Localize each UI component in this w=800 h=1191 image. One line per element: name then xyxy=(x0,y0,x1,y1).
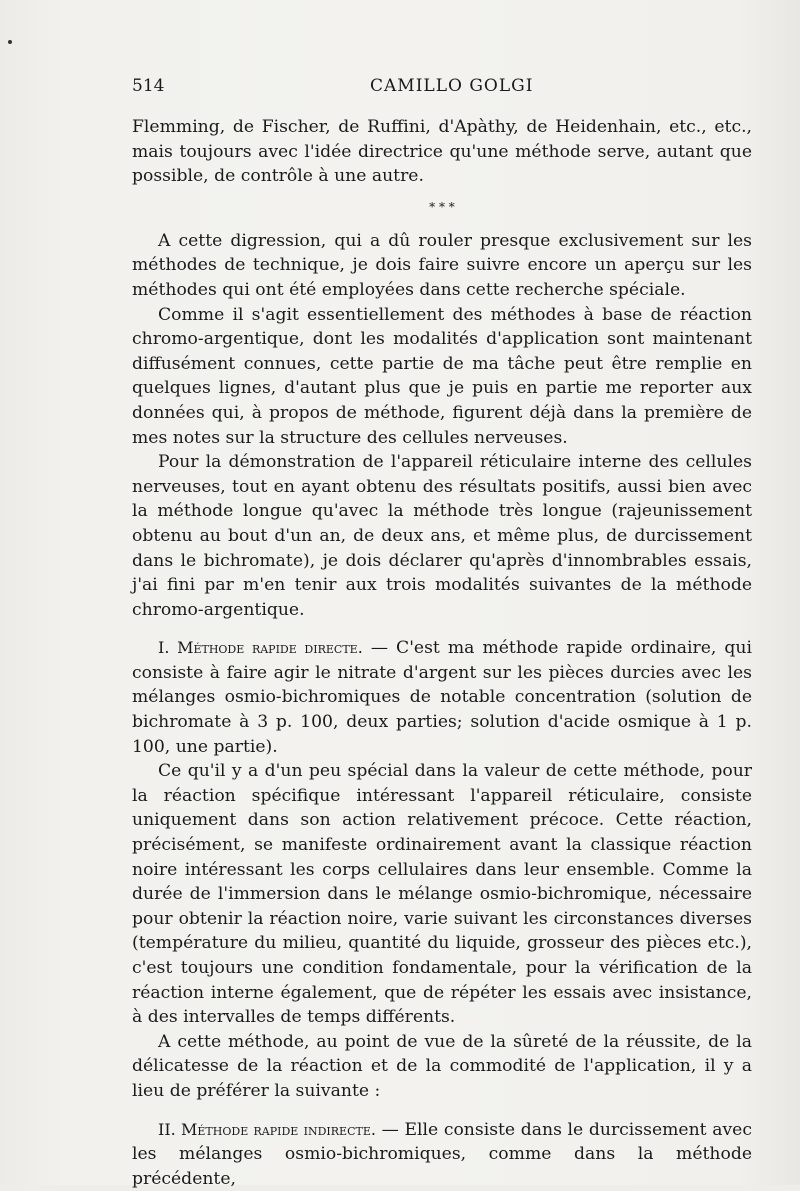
paragraph-continuation: Flemming, de Fischer, de Ruffini, d'Apàthy, de Heidenhain, etc., etc., mais toujours avec l'idée directrice qu'une méthode serve, autant que possible, de contrôle à une autre. xyxy=(132,117,752,187)
paragraph-method-one-detail: Ce qu'il y a d'un peu spécial dans la valeur de cette méthode, pour la réaction spécifique intéressant l'appareil réticulaire, consiste uniquement dans son action relativement précoce. Cette réaction, précisément, se manifeste ordinairement avant la classique réaction noire intéressant les corps cellulaires dans leur ensemble. Comme la durée de l'immersion dans le mélange osmio-bichromique, nécessaire pour obtenir la réaction noire, varie suivant les circonstances diverses (température du milieu, quantité du liquide, grosseur des pièces etc.), c'est toujours une condition fondamentale, pour la vérification de la réaction interne également, que de répéter les essais avec insistance, à des intervalles de temps différents. xyxy=(132,761,752,1028)
paragraph-demonstration: Pour la démonstration de l'appareil réticulaire interne des cellules nerveuses, tout en ayant obtenu des résultats positifs, aussi bien avec la méthode longue qu'avec la méthode très longue (rajeunissement obtenu au bout d'un an, de deux ans, et même plus, de durcissement dans le bichromate), je dois déclarer qu'après d'innombrables essais, j'ai fini par m'en tenir aux trois modalités suivantes de la méthode chromo-argentique. xyxy=(132,452,752,620)
print-speck xyxy=(8,40,12,44)
paragraph-method-two xyxy=(132,1118,752,1191)
body-text xyxy=(132,115,752,1191)
running-head: CAMILLO GOLGI xyxy=(370,76,534,96)
paragraph-methods: Comme il s'agit essentiellement des méthodes à base de réaction chromo-argentique, dont les modalités d'application sont maintenant diffusément connues, cette partie de ma tâche peut être remplie en quelques lignes, d'autant plus que je puis en partie me reporter aux données qui, à propos de méthode, figurent déjà dans la première de mes notes sur la structure des cellules nerveuses. xyxy=(132,304,752,448)
paragraph-method-one xyxy=(132,636,752,759)
method-one-heading: I. Méthode rapide directe. xyxy=(158,638,363,658)
asterism-text: * * * xyxy=(429,199,455,214)
method-two-text: — Elle consiste dans le durcissement avec les mélanges osmio-bichromiques, comme dans la méthode précédente, xyxy=(132,1119,752,1189)
paragraph-preference: A cette méthode, au point de vue de la sûreté de la réussite, de la délicatesse de la réaction et de la commodité de l'application, il y a lieu de préférer la suivante : xyxy=(132,1031,752,1101)
section-asterism xyxy=(382,189,502,229)
paragraph-digression: A cette digression, qui a dû rouler presque exclusivement sur les méthodes de technique, je dois faire suivre encore un aperçu sur les méthodes qui ont été employées dans cette recherche spéciale. xyxy=(132,230,752,300)
page-header xyxy=(132,76,752,100)
method-two-heading: II. Méthode rapide indirecte. xyxy=(158,1119,376,1139)
page-number: 514 xyxy=(132,76,165,96)
method-one-text: — C'est ma méthode rapide ordinaire, qui consiste à faire agir le nitrate d'argent sur les pièces durcies avec les mélanges osmio-bichromiques de notable concentration (solution de bichromate à 3 p. 100, deux parties; solution d'acide osmique à 1 p. 100, une partie). xyxy=(132,638,752,757)
